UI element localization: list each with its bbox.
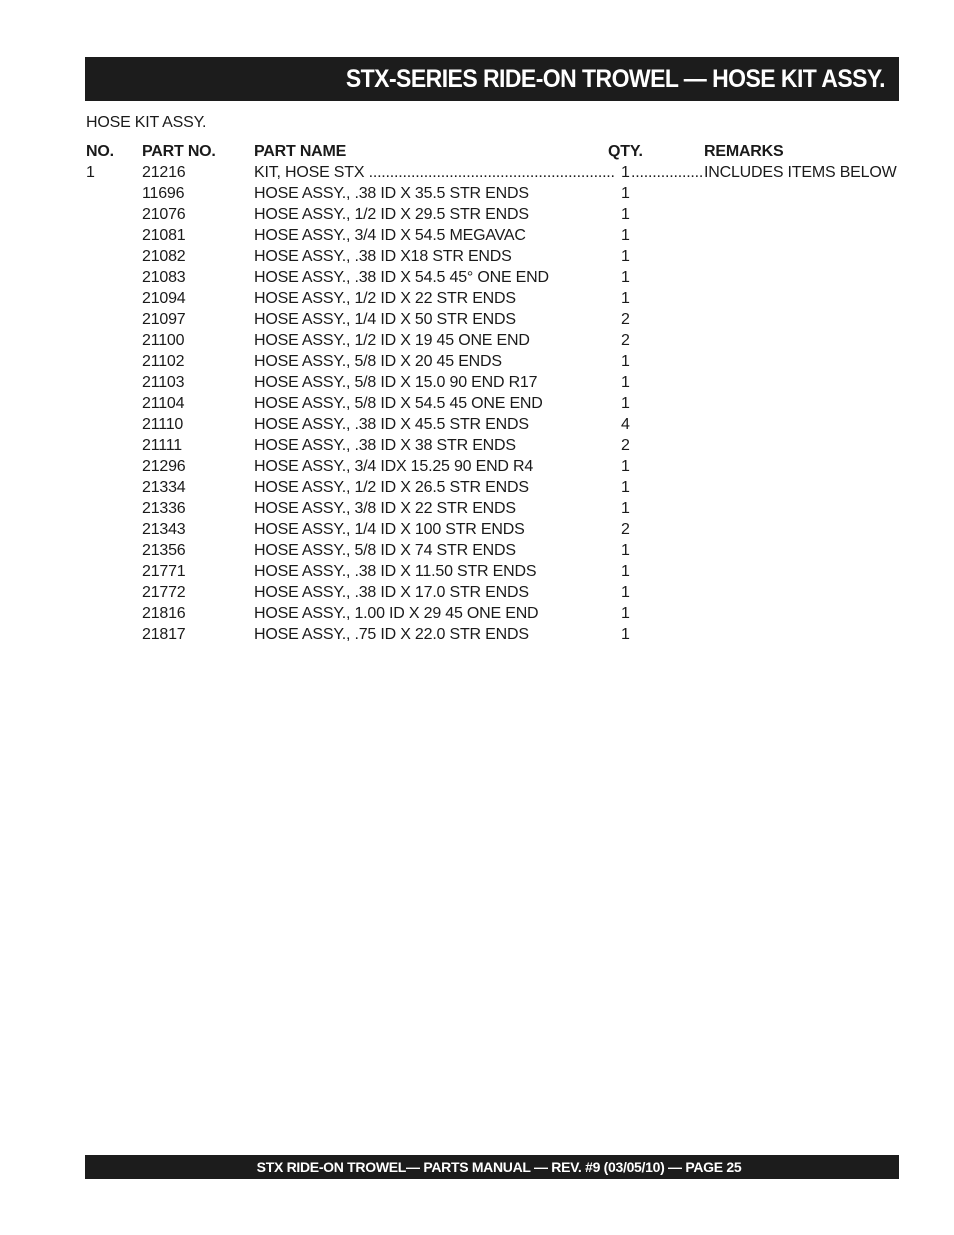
part-name-cell: HOSE ASSY., .38 ID X 38 STR ENDS (254, 437, 516, 454)
qty-cell: 1 (621, 563, 630, 580)
qty-cell: 1 (621, 374, 630, 391)
part-name-cell: HOSE ASSY., .38 ID X 54.5 45° ONE END (254, 269, 549, 286)
part-name-cell: HOSE ASSY., .38 ID X18 STR ENDS (254, 248, 512, 265)
table-row (86, 561, 898, 582)
part-no-cell: 21343 (142, 521, 186, 538)
part-no-cell: 21097 (142, 311, 186, 328)
table-row (86, 519, 898, 540)
part-no-cell: 21817 (142, 626, 186, 643)
table-header-row (86, 141, 898, 162)
part-name-cell: HOSE ASSY., 1/2 ID X 22 STR ENDS (254, 290, 516, 307)
table-row (86, 246, 898, 267)
part-no-cell: 21336 (142, 500, 186, 517)
part-no-cell: 21083 (142, 269, 186, 286)
part-name-cell: HOSE ASSY., 5/8 ID X 74 STR ENDS (254, 542, 516, 559)
column-header-part-name: PART NAME (254, 143, 347, 160)
qty-cell: 1 (621, 269, 630, 286)
table-row (86, 309, 898, 330)
part-no-cell: 21082 (142, 248, 186, 265)
qty-cell: 1 (621, 206, 630, 223)
page-footer-bar (85, 1155, 899, 1179)
kit-part-name: KIT, HOSE STX ..... (254, 162, 616, 183)
table-row (86, 498, 898, 519)
part-no-cell: 21103 (142, 374, 185, 391)
table-row (86, 582, 898, 603)
qty-cell: 1 (621, 185, 630, 202)
kit-item-no: 1 (86, 164, 95, 181)
kit-remarks: INCLUDES ITEMS BELOW (704, 164, 897, 181)
kit-part-no: 21216 (142, 164, 186, 181)
table-row (86, 351, 898, 372)
qty-cell: 1 (621, 227, 630, 244)
part-no-cell: 11696 (142, 185, 185, 202)
table-row (86, 435, 898, 456)
footer-text: STX RIDE-ON TROWEL— PARTS MANUAL — REV. #9 (03/05/10) — PAGE 25 (256, 1159, 742, 1175)
qty-cell: 2 (621, 437, 630, 454)
part-no-cell: 21772 (142, 584, 186, 601)
column-header-no: NO. (86, 143, 114, 160)
qty-cell: 1 (621, 584, 630, 601)
table-row (86, 456, 898, 477)
table-row (86, 372, 898, 393)
part-name-cell: HOSE ASSY., .75 ID X 22.0 STR ENDS (254, 626, 529, 643)
qty-cell: 1 (621, 290, 630, 307)
column-header-part-no: PART NO. (142, 143, 216, 160)
table-row (86, 267, 898, 288)
table-row (86, 540, 898, 561)
parts-table (86, 141, 898, 645)
part-name-cell: HOSE ASSY., .38 ID X 17.0 STR ENDS (254, 584, 529, 601)
table-row (86, 288, 898, 309)
part-name-cell: HOSE ASSY., 3/8 ID X 22 STR ENDS (254, 500, 516, 517)
part-name-cell: HOSE ASSY., 1.00 ID X 29 45 ONE END (254, 605, 539, 622)
parts-list (86, 183, 898, 645)
qty-cell: 2 (621, 332, 630, 349)
section-title: HOSE KIT ASSY. (86, 114, 207, 131)
part-name-cell: HOSE ASSY., .38 ID X 35.5 STR ENDS (254, 185, 529, 202)
part-name-cell: HOSE ASSY., 1/4 ID X 50 STR ENDS (254, 311, 516, 328)
part-no-cell: 21111 (142, 437, 182, 454)
page-header-bar (85, 57, 899, 101)
table-row (86, 393, 898, 414)
part-no-cell: 21081 (142, 227, 186, 244)
part-name-cell: HOSE ASSY., 5/8 ID X 54.5 45 ONE END (254, 395, 543, 412)
qty-cell: 1 (621, 479, 630, 496)
part-no-cell: 21104 (142, 395, 185, 412)
part-no-cell: 21094 (142, 290, 186, 307)
part-name-cell: HOSE ASSY., 5/8 ID X 20 45 ENDS (254, 353, 502, 370)
part-no-cell: 21100 (142, 332, 185, 349)
table-row (86, 414, 898, 435)
part-no-cell: 21771 (142, 563, 186, 580)
table-row (86, 603, 898, 624)
part-no-cell: 21110 (142, 416, 184, 433)
qty-cell: 1 (621, 626, 630, 643)
kit-row (86, 162, 898, 183)
qty-cell: 1 (621, 353, 630, 370)
qty-cell: 1 (621, 458, 630, 475)
part-name-cell: HOSE ASSY., 1/2 ID X 26.5 STR ENDS (254, 479, 529, 496)
part-name-cell: HOSE ASSY., 3/4 ID X 54.5 MEGAVAC (254, 227, 526, 244)
table-row (86, 330, 898, 351)
part-name-cell: HOSE ASSY., 1/2 ID X 19 45 ONE END (254, 332, 530, 349)
qty-cell: 2 (621, 521, 630, 538)
table-row (86, 477, 898, 498)
part-name-cell: HOSE ASSY., 5/8 ID X 15.0 90 END R17 (254, 374, 538, 391)
part-no-cell: 21102 (142, 353, 185, 370)
part-no-cell: 21334 (142, 479, 186, 496)
table-row (86, 225, 898, 246)
table-row (86, 204, 898, 225)
table-row (86, 624, 898, 645)
part-name-cell: HOSE ASSY., 1/2 ID X 29.5 STR ENDS (254, 206, 529, 223)
column-header-qty: QTY. (608, 143, 643, 160)
part-no-cell: 21296 (142, 458, 186, 475)
qty-cell: 1 (621, 500, 630, 517)
part-name-cell: HOSE ASSY., .38 ID X 45.5 STR ENDS (254, 416, 529, 433)
kit-qty-leader (631, 162, 703, 183)
part-no-cell: 21816 (142, 605, 186, 622)
table-row (86, 183, 898, 204)
qty-cell: 4 (621, 416, 630, 433)
part-name-cell: HOSE ASSY., .38 ID X 11.50 STR ENDS (254, 563, 537, 580)
qty-cell: 1 (621, 248, 630, 265)
column-header-remarks: REMARKS (704, 143, 784, 160)
kit-qty: 1 (621, 164, 630, 181)
qty-cell: 1 (621, 395, 630, 412)
part-no-cell: 21076 (142, 206, 186, 223)
page-title: STX-SERIES RIDE-ON TROWEL — HOSE KIT ASSY. (345, 64, 885, 93)
part-name-cell: HOSE ASSY., 3/4 IDX 15.25 90 END R4 (254, 458, 534, 475)
part-name-cell: HOSE ASSY., 1/4 ID X 100 STR ENDS (254, 521, 525, 538)
part-no-cell: 21356 (142, 542, 186, 559)
qty-cell: 2 (621, 311, 630, 328)
qty-cell: 1 (621, 605, 630, 622)
qty-cell: 1 (621, 542, 630, 559)
